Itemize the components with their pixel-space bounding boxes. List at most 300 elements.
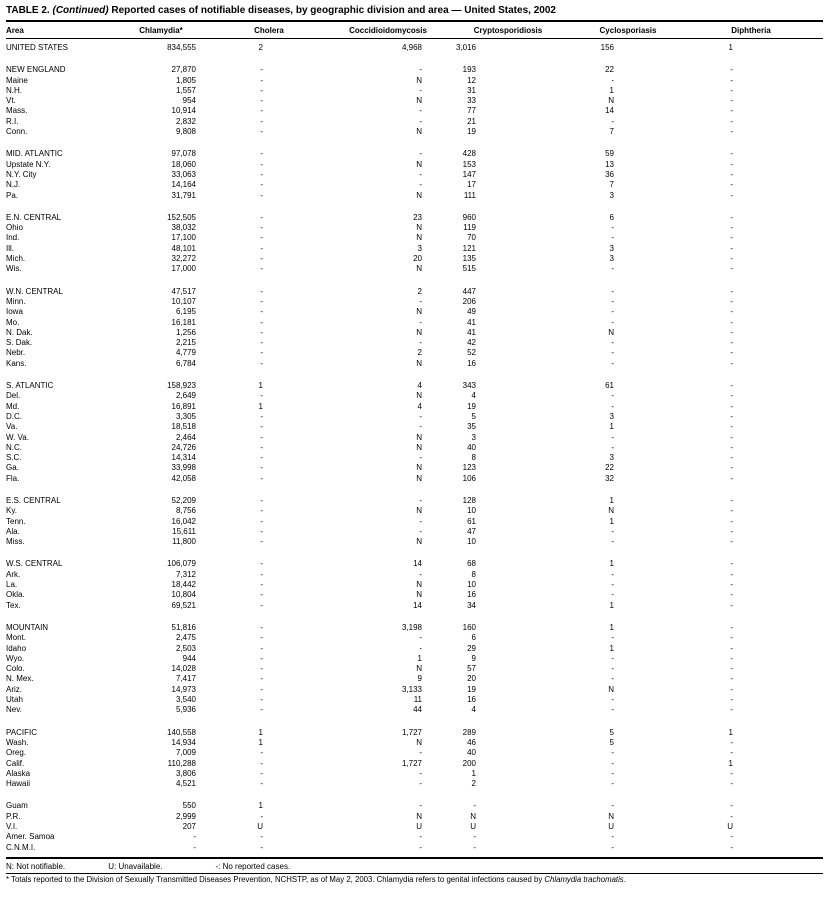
value-cell: - (611, 748, 614, 758)
value-cell: - (419, 633, 422, 643)
table-row (6, 812, 823, 822)
value-cell: N (416, 463, 422, 473)
area-cell: Upstate N.Y. (6, 159, 51, 169)
value-cell: - (611, 116, 614, 126)
value-cell: 14,973 (171, 684, 196, 694)
value-cell: - (260, 580, 263, 590)
value-cell: 10 (467, 537, 476, 547)
area-cell: N.C. (6, 442, 22, 452)
value-cell: 51,816 (171, 622, 196, 632)
value-cell: N (608, 327, 614, 337)
value-cell: - (730, 106, 733, 116)
value-cell: - (730, 442, 733, 452)
table-row (6, 822, 823, 832)
value-cell: 158,923 (167, 381, 196, 391)
value-cell: 44 (413, 705, 422, 715)
value-cell: - (260, 633, 263, 643)
asterisk-footnote (6, 875, 823, 885)
value-cell: 69,521 (171, 600, 196, 610)
value-cell: N (416, 127, 422, 137)
value-cell: - (730, 622, 733, 632)
value-cell: 1 (258, 737, 263, 747)
value-cell: - (260, 516, 263, 526)
area-cell: Nebr. (6, 348, 26, 358)
value-cell: 1 (258, 381, 263, 391)
value-cell: 18,518 (171, 422, 196, 432)
table-header (6, 22, 823, 39)
table-row (6, 254, 823, 264)
value-cell: 1 (728, 758, 733, 768)
division-row (6, 789, 823, 811)
value-cell: - (260, 506, 263, 516)
value-cell: 2 (417, 348, 422, 358)
value-cell: - (611, 233, 614, 243)
area-cell: Colo. (6, 664, 25, 674)
area-cell: Vt. (6, 96, 16, 106)
value-cell: 128 (462, 495, 476, 505)
table-row (6, 664, 823, 674)
area-cell: W.S. CENTRAL (6, 559, 63, 569)
value-cell: 140,558 (167, 727, 196, 737)
value-cell: - (260, 85, 263, 95)
table-row (6, 117, 823, 127)
value-cell: 16 (467, 358, 476, 368)
value-cell: 1 (609, 622, 614, 632)
value-cell: 3,540 (175, 695, 196, 705)
value-cell: 1,727 (401, 758, 422, 768)
value-cell: 1 (258, 727, 263, 737)
legend-no-reported-cases: -: No reported cases. (215, 861, 291, 871)
value-cell: - (730, 233, 733, 243)
value-cell: - (260, 442, 263, 452)
value-cell: - (730, 286, 733, 296)
value-cell: 106,079 (167, 559, 196, 569)
value-cell: 20 (467, 674, 476, 684)
value-cell: 29 (467, 643, 476, 653)
value-cell: - (260, 180, 263, 190)
value-cell: N (416, 811, 422, 821)
value-cell: U (608, 822, 614, 831)
value-cell: - (730, 432, 733, 442)
value-cell: 46 (467, 737, 476, 747)
area-cell: Oreg. (6, 748, 27, 758)
value-cell: - (611, 842, 614, 852)
value-cell: - (611, 264, 614, 274)
area-cell: Mont. (6, 633, 27, 643)
table-row (6, 433, 823, 443)
table-title (6, 4, 823, 22)
value-cell: 41 (467, 317, 476, 327)
value-cell: 13 (605, 159, 614, 169)
value-cell: 16 (467, 590, 476, 600)
table-row (6, 402, 823, 412)
value-cell: 17 (467, 180, 476, 190)
area-cell: Calif. (6, 758, 25, 768)
value-cell: - (260, 653, 263, 663)
table-row (6, 391, 823, 401)
value-cell: 1 (728, 727, 733, 737)
value-cell: 16,181 (171, 317, 196, 327)
value-cell: - (260, 254, 263, 264)
value-cell: 27,870 (171, 65, 196, 75)
value-cell: - (260, 223, 263, 233)
value-cell: - (730, 223, 733, 233)
value-cell: 2 (258, 43, 263, 52)
value-cell: 23 (413, 212, 422, 222)
value-cell: 5 (471, 411, 476, 421)
table-row (6, 307, 823, 317)
value-cell: 2,649 (175, 391, 196, 401)
value-cell: - (730, 381, 733, 391)
table-row (6, 601, 823, 611)
value-cell: 16 (467, 695, 476, 705)
value-cell: - (730, 159, 733, 169)
value-cell: 17,100 (171, 233, 196, 243)
value-cell: - (260, 463, 263, 473)
value-cell: 14,028 (171, 664, 196, 674)
table-row (6, 769, 823, 779)
value-cell: - (419, 116, 422, 126)
value-cell: 152,505 (167, 212, 196, 222)
value-cell: 22 (605, 463, 614, 473)
value-cell: - (260, 674, 263, 684)
area-cell: Ga. (6, 463, 19, 473)
table-row (6, 748, 823, 758)
value-cell: - (260, 842, 263, 852)
area-cell: N. Dak. (6, 327, 33, 337)
value-cell: - (730, 180, 733, 190)
value-cell: 40 (467, 442, 476, 452)
value-cell: 10 (467, 506, 476, 516)
value-cell: 954 (182, 96, 196, 106)
value-cell: - (260, 832, 263, 842)
value-cell: 3,806 (175, 768, 196, 778)
value-cell: 8 (471, 453, 476, 463)
value-cell: - (419, 779, 422, 789)
area-cell: W. Va. (6, 432, 29, 442)
value-cell: 36 (605, 169, 614, 179)
value-cell: - (611, 75, 614, 85)
value-cell: 200 (462, 758, 476, 768)
value-cell: - (260, 684, 263, 694)
value-cell: - (260, 391, 263, 401)
value-cell: - (193, 832, 196, 842)
area-cell: Pa. (6, 190, 19, 200)
value-cell: 343 (462, 381, 476, 391)
value-cell: 16,042 (171, 516, 196, 526)
value-cell: 160 (462, 622, 476, 632)
table-row (6, 244, 823, 254)
area-cell: Mich. (6, 254, 26, 264)
value-cell: 960 (462, 212, 476, 222)
table-row (6, 759, 823, 769)
value-cell: 57 (467, 664, 476, 674)
value-cell: - (730, 506, 733, 516)
area-cell: Iowa (6, 307, 23, 317)
value-cell: - (260, 116, 263, 126)
value-cell: - (730, 391, 733, 401)
value-cell: - (260, 338, 263, 348)
value-cell: - (730, 127, 733, 137)
area-cell: Idaho (6, 643, 27, 653)
value-cell: - (611, 296, 614, 306)
area-cell: V.I. (6, 822, 18, 831)
value-cell: 10,914 (171, 106, 196, 116)
value-cell: 9 (471, 653, 476, 663)
value-cell: 1,727 (401, 727, 422, 737)
value-cell: 16,891 (171, 401, 196, 411)
value-cell: N (470, 811, 476, 821)
table-row (6, 180, 823, 190)
asterisk-footnote-text: * Totals reported to the Division of Sexually Transmitted Diseases Prevention, NCHSTP, as of May 2, 2003. Chlamydia refers to genital infections caused by (6, 874, 545, 884)
value-cell: 3,198 (401, 622, 422, 632)
legend-not-notifiable: N: Not notifiable. (6, 861, 66, 871)
table-row (6, 338, 823, 348)
table-row (6, 160, 823, 170)
area-cell: S. Dak. (6, 338, 33, 348)
value-cell: - (730, 264, 733, 274)
area-cell: La. (6, 580, 18, 590)
value-cell: - (419, 149, 422, 159)
value-cell: - (260, 537, 263, 547)
table-title-rest: Reported cases of notifiable diseases, by geographic division and area — United States, 2002 (108, 5, 556, 16)
value-cell: N (416, 96, 422, 106)
value-cell: 2 (471, 779, 476, 789)
value-cell: - (260, 348, 263, 358)
value-cell: 153 (462, 159, 476, 169)
value-cell: - (611, 317, 614, 327)
area-cell: Minn. (6, 296, 26, 306)
area-cell: Wis. (6, 264, 22, 274)
value-cell: 61 (467, 516, 476, 526)
value-cell: - (730, 149, 733, 159)
value-cell: 1 (258, 801, 263, 811)
value-cell: - (730, 779, 733, 789)
value-cell: - (730, 768, 733, 778)
value-cell: 121 (462, 243, 476, 253)
value-cell: 12 (467, 75, 476, 85)
value-cell: - (260, 243, 263, 253)
value-cell: - (260, 212, 263, 222)
value-cell: - (730, 358, 733, 368)
value-cell: 4,521 (175, 779, 196, 789)
value-cell: - (730, 674, 733, 684)
value-cell: - (730, 811, 733, 821)
value-cell: N (608, 684, 614, 694)
value-cell: 1 (609, 516, 614, 526)
value-cell: N (608, 96, 614, 106)
value-cell: - (260, 149, 263, 159)
division-row (6, 201, 823, 223)
area-cell: Okla. (6, 590, 25, 600)
value-cell: 1 (609, 495, 614, 505)
value-cell: - (730, 307, 733, 317)
value-cell: 33,063 (171, 169, 196, 179)
table-row (6, 39, 823, 54)
value-cell: - (730, 169, 733, 179)
value-cell: 1 (471, 768, 476, 778)
table-title-prefix: TABLE 2. (6, 5, 53, 16)
value-cell: - (730, 422, 733, 432)
value-cell: - (730, 473, 733, 483)
value-cell: 35 (467, 422, 476, 432)
value-cell: 3,305 (175, 411, 196, 421)
footnote-divider (6, 873, 823, 874)
area-cell: E.N. CENTRAL (6, 212, 62, 222)
value-cell: 4 (471, 705, 476, 715)
value-cell: 11,800 (172, 537, 196, 547)
value-cell: 5,936 (175, 705, 196, 715)
area-cell: Del. (6, 391, 21, 401)
value-cell: 8 (471, 569, 476, 579)
value-cell: - (419, 832, 422, 842)
value-cell: 10 (467, 580, 476, 590)
table-row (6, 527, 823, 537)
value-cell: 156 (600, 43, 614, 52)
value-cell: 110,288 (167, 758, 196, 768)
value-cell: N (416, 307, 422, 317)
value-cell: - (611, 758, 614, 768)
area-cell: N. Mex. (6, 674, 34, 684)
area-cell: Guam (6, 801, 28, 811)
value-cell: - (260, 422, 263, 432)
value-cell: - (260, 159, 263, 169)
value-cell: N (416, 664, 422, 674)
value-cell: 77 (467, 106, 476, 116)
table-row (6, 580, 823, 590)
area-cell: MID. ATLANTIC (6, 149, 63, 159)
table-row (6, 443, 823, 453)
table-row (6, 463, 823, 473)
area-cell: Ark. (6, 569, 21, 579)
area-cell: Alaska (6, 768, 31, 778)
table-row (6, 348, 823, 358)
division-row (6, 547, 823, 569)
table-title-continued: (Continued) (52, 5, 109, 16)
area-cell: Mass. (6, 106, 28, 116)
value-cell: 447 (462, 286, 476, 296)
area-cell: S. ATLANTIC (6, 381, 54, 391)
value-cell: - (611, 526, 614, 536)
value-cell: 52,209 (171, 495, 196, 505)
value-cell: 206 (462, 296, 476, 306)
value-cell: - (260, 600, 263, 610)
value-cell: 1 (609, 600, 614, 610)
value-cell: 6,784 (175, 358, 196, 368)
value-cell: 19 (467, 127, 476, 137)
value-cell: N (416, 737, 422, 747)
value-cell: 19 (467, 684, 476, 694)
table-row (6, 779, 823, 789)
value-cell: - (611, 580, 614, 590)
value-cell: - (260, 569, 263, 579)
area-cell: Ariz. (6, 684, 22, 694)
value-cell: - (260, 473, 263, 483)
column-header-area: Area (6, 22, 121, 39)
value-cell: - (260, 65, 263, 75)
division-row (6, 275, 823, 297)
value-cell: - (419, 453, 422, 463)
value-cell: - (419, 180, 422, 190)
value-cell: 6 (471, 633, 476, 643)
value-cell: 1 (258, 401, 263, 411)
value-cell: - (419, 801, 422, 811)
value-cell: - (730, 190, 733, 200)
value-cell: 4,968 (401, 43, 422, 52)
value-cell: - (730, 643, 733, 653)
value-cell: 1 (609, 85, 614, 95)
value-cell: 7,312 (175, 569, 196, 579)
value-cell: - (419, 643, 422, 653)
area-cell: P.R. (6, 811, 21, 821)
area-cell: N.J. (6, 180, 21, 190)
value-cell: - (260, 75, 263, 85)
value-cell: - (730, 633, 733, 643)
value-cell: - (730, 737, 733, 747)
value-cell: 2,215 (175, 338, 196, 348)
value-cell: 68 (467, 559, 476, 569)
value-cell: - (260, 748, 263, 758)
value-cell: 70 (467, 233, 476, 243)
value-cell: - (260, 127, 263, 137)
value-cell: 11 (413, 695, 422, 705)
value-cell: - (260, 758, 263, 768)
value-cell: - (730, 664, 733, 674)
value-cell: 147 (462, 169, 476, 179)
value-cell: 7 (609, 180, 614, 190)
value-cell: - (419, 516, 422, 526)
value-cell: - (260, 432, 263, 442)
area-cell: N.H. (6, 85, 22, 95)
value-cell: 10,804 (171, 590, 196, 600)
value-cell: - (730, 842, 733, 852)
value-cell: 3 (417, 243, 422, 253)
value-cell: - (611, 401, 614, 411)
value-cell: 21 (467, 116, 476, 126)
area-cell: UNITED STATES (6, 43, 68, 52)
value-cell: - (260, 695, 263, 705)
value-cell: 49 (467, 307, 476, 317)
value-cell: - (419, 65, 422, 75)
column-header-coccidioidomycosis: Coccidioidomycosis (337, 22, 439, 39)
area-cell: Tex. (6, 600, 21, 610)
value-cell: 3 (609, 243, 614, 253)
value-cell: - (730, 116, 733, 126)
value-cell: 1 (609, 559, 614, 569)
table-row (6, 570, 823, 580)
area-cell: Mo. (6, 317, 20, 327)
area-cell: Tenn. (6, 516, 26, 526)
area-cell: PACIFIC (6, 727, 37, 737)
table-row (6, 318, 823, 328)
value-cell: N (416, 506, 422, 516)
value-cell: 47 (467, 526, 476, 536)
table-footer (6, 859, 823, 885)
table-row (6, 233, 823, 243)
table-row (6, 674, 823, 684)
value-cell: 32 (605, 473, 614, 483)
value-cell: 2,475 (175, 633, 196, 643)
value-cell: - (260, 190, 263, 200)
value-cell: - (260, 327, 263, 337)
area-cell: Ohio (6, 223, 23, 233)
value-cell: - (611, 801, 614, 811)
division-row (6, 484, 823, 506)
value-cell: N (416, 590, 422, 600)
value-cell: - (611, 653, 614, 663)
value-cell: - (611, 432, 614, 442)
area-cell: Wyo. (6, 653, 25, 663)
